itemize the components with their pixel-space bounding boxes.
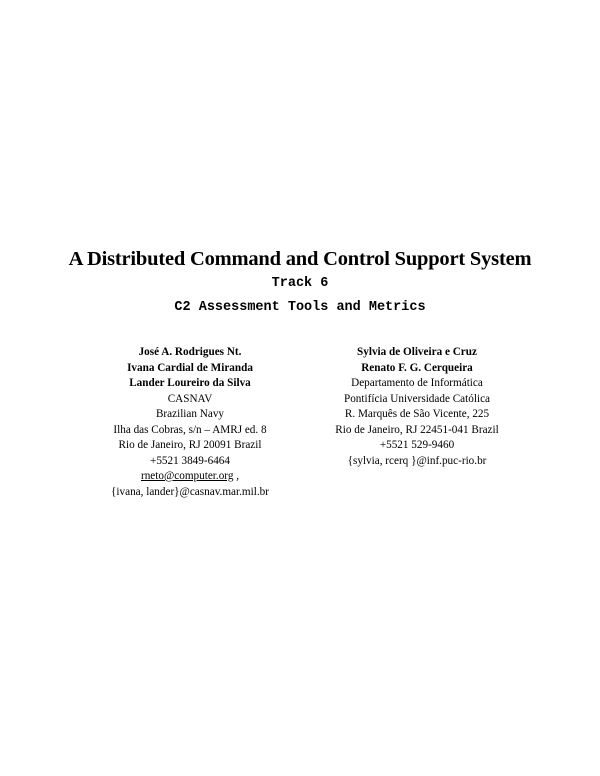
affiliation-line: Rio de Janeiro, RJ 22451-041 Brazil [335,423,499,436]
author-name: Lander Loureiro da Silva [129,377,251,389]
author-name: José A. Rodrigues Nt. [138,346,242,358]
phone-number: +5521 3849-6464 [150,454,230,467]
email-separator: , [233,470,240,482]
email-line [70,469,310,485]
affiliation-line: Pontifícia Universidade Católica [343,392,491,405]
affiliation-line: Rio de Janeiro, RJ 20091 Brazil [118,439,262,451]
author-name: Sylvia de Oliveira e Cruz [357,346,477,358]
affiliation-line: R. Marquês de São Vicente, 225 [344,408,490,420]
phone-number: +5521 529-9460 [379,439,455,451]
author-block-casnav [70,345,310,500]
affiliation-line: Departamento de Informática [351,377,483,389]
email-link[interactable]: rneto@computer.org [140,470,234,482]
track-label: Track 6 [271,276,329,291]
paper-subtitle: C2 Assessment Tools and Metrics [174,300,426,315]
affiliation-line: Brazilian Navy [155,408,225,420]
author-block-puc-rio [297,345,537,469]
author-name: Ivana Cardial de Miranda [127,361,253,374]
email-address: {sylvia, rcerq }@inf.puc-rio.br [347,454,487,467]
affiliation-line: Ilha das Cobras, s/n – AMRJ ed. 8 [113,423,267,436]
email-address: {ivana, lander}@casnav.mar.mil.br [111,485,269,498]
paper-title: A Distributed Command and Control Support System [68,248,532,270]
affiliation-line: CASNAV [167,392,213,405]
author-name: Renato F. G. Cerqueira [361,361,473,374]
